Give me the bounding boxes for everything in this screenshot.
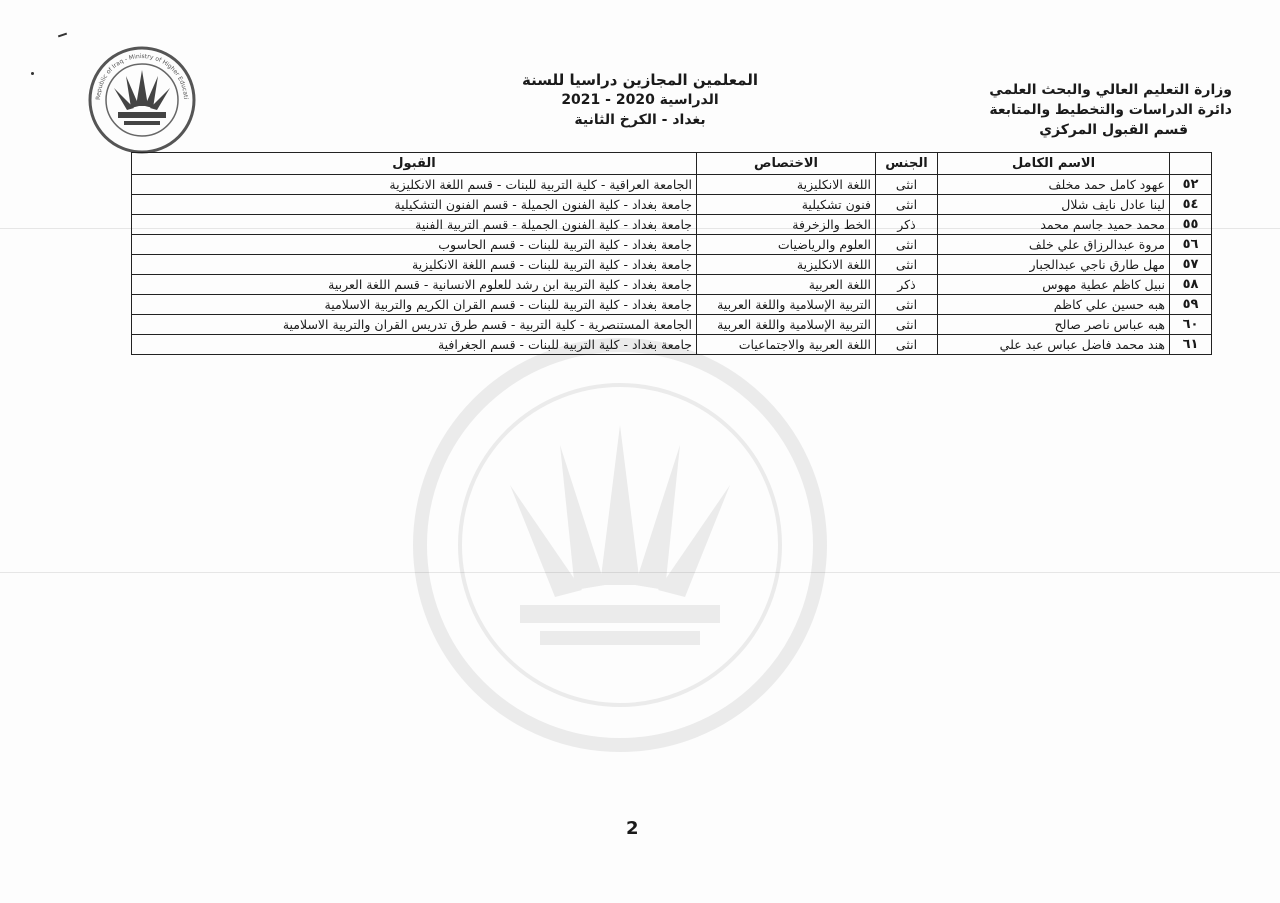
ministry-header bbox=[952, 80, 1232, 140]
full-name: محمد حميد جاسم محمد bbox=[938, 215, 1170, 235]
row-number: ٦٠ bbox=[1170, 315, 1212, 335]
admission: جامعة بغداد - كلية التربية ابن رشد للعلوم الانسانية - قسم اللغة العربية bbox=[132, 275, 697, 295]
directorate-name: دائرة الدراسات والتخطيط والمتابعة bbox=[989, 102, 1232, 118]
specialty: العلوم والرياضيات bbox=[697, 235, 876, 255]
full-name: هبه حسين علي كاظم bbox=[938, 295, 1170, 315]
specialty: التربية الإسلامية واللغة العربية bbox=[697, 315, 876, 335]
admission: جامعة بغداد - كلية التربية للبنات - قسم اللغة الانكليزية bbox=[132, 255, 697, 275]
table-row bbox=[132, 315, 1212, 335]
ministry-seal bbox=[86, 44, 198, 156]
gender: انثى bbox=[876, 255, 938, 275]
full-name: هند محمد فاضل عباس عبد علي bbox=[938, 335, 1170, 355]
full-name: مهل طارق ناجي عبدالجبار bbox=[938, 255, 1170, 275]
gender: ذكر bbox=[876, 275, 938, 295]
specialty: الخط والزخرفة bbox=[697, 215, 876, 235]
admission: الجامعة العراقية - كلية التربية للبنات - قسم اللغة الانكليزية bbox=[132, 175, 697, 195]
gender: انثى bbox=[876, 195, 938, 215]
gender: انثى bbox=[876, 315, 938, 335]
admission: جامعة بغداد - كلية الفنون الجميلة - قسم الفنون التشكيلية bbox=[132, 195, 697, 215]
admission: جامعة بغداد - كلية الفنون الجميلة - قسم التربية الفنية bbox=[132, 215, 697, 235]
seal-text: Republic of Iraq - Ministry of Higher Educati bbox=[94, 52, 189, 101]
full-name: لينا عادل نايف شلال bbox=[938, 195, 1170, 215]
gender: انثى bbox=[876, 235, 938, 255]
document-title bbox=[520, 70, 760, 130]
full-name: مروة عبدالرزاق علي خلف bbox=[938, 235, 1170, 255]
section-name: قسم القبول المركزي bbox=[1039, 122, 1188, 138]
ministry-watermark-emblem bbox=[360, 335, 880, 755]
table-row bbox=[132, 215, 1212, 235]
table-row bbox=[132, 255, 1212, 275]
row-number: ٥٥ bbox=[1170, 215, 1212, 235]
table-header-row bbox=[132, 153, 1212, 175]
ministry-name: وزارة التعليم العالي والبحث العلمي bbox=[989, 82, 1232, 98]
row-number: ٥٨ bbox=[1170, 275, 1212, 295]
row-number: ٥٧ bbox=[1170, 255, 1212, 275]
col-header-specialty: الاختصاص bbox=[697, 153, 876, 175]
col-header-num bbox=[1170, 153, 1212, 175]
title-line-3: بغداد - الكرخ الثانية bbox=[574, 112, 706, 128]
specialty: اللغة العربية والاجتماعيات bbox=[697, 335, 876, 355]
table-row bbox=[132, 335, 1212, 355]
admission: الجامعة المستنصرية - كلية التربية - قسم طرق تدريس القران والتربية الاسلامية bbox=[132, 315, 697, 335]
specialty: اللغة الانكليزية bbox=[697, 175, 876, 195]
specialty: فنون تشكيلية bbox=[697, 195, 876, 215]
gender: انثى bbox=[876, 175, 938, 195]
admission: جامعة بغداد - كلية التربية للبنات - قسم الجغرافية bbox=[132, 335, 697, 355]
full-name: نبيل كاظم عطية مهوس bbox=[938, 275, 1170, 295]
row-number: ٥٩ bbox=[1170, 295, 1212, 315]
col-header-admission: القبول bbox=[132, 153, 697, 175]
ink-mark bbox=[58, 33, 67, 38]
table-row bbox=[132, 295, 1212, 315]
title-line-2: الدراسية 2020 - 2021 bbox=[561, 92, 719, 108]
teachers-table bbox=[131, 152, 1212, 355]
row-number: ٥٢ bbox=[1170, 175, 1212, 195]
ink-dot bbox=[31, 72, 34, 75]
table-row bbox=[132, 195, 1212, 215]
admission: جامعة بغداد - كلية التربية للبنات - قسم القران الكريم والتربية الاسلامية bbox=[132, 295, 697, 315]
gender: انثى bbox=[876, 295, 938, 315]
gender: ذكر bbox=[876, 215, 938, 235]
specialty: اللغة الانكليزية bbox=[697, 255, 876, 275]
col-header-name: الاسم الكامل bbox=[938, 153, 1170, 175]
specialty: اللغة العربية bbox=[697, 275, 876, 295]
row-number: ٥٤ bbox=[1170, 195, 1212, 215]
table-row bbox=[132, 175, 1212, 195]
row-number: ٥٦ bbox=[1170, 235, 1212, 255]
gender: انثى bbox=[876, 335, 938, 355]
title-line-1: المعلمين المجازين دراسيا للسنة bbox=[521, 71, 759, 89]
table-row bbox=[132, 235, 1212, 255]
full-name: عهود كامل حمد مخلف bbox=[938, 175, 1170, 195]
table-row bbox=[132, 275, 1212, 295]
full-name: هبه عباس ناصر صالح bbox=[938, 315, 1170, 335]
page-number: 2 bbox=[626, 818, 639, 839]
col-header-gender: الجنس bbox=[876, 153, 938, 175]
specialty: التربية الإسلامية واللغة العربية bbox=[697, 295, 876, 315]
row-number: ٦١ bbox=[1170, 335, 1212, 355]
admission: جامعة بغداد - كلية التربية للبنات - قسم الحاسوب bbox=[132, 235, 697, 255]
